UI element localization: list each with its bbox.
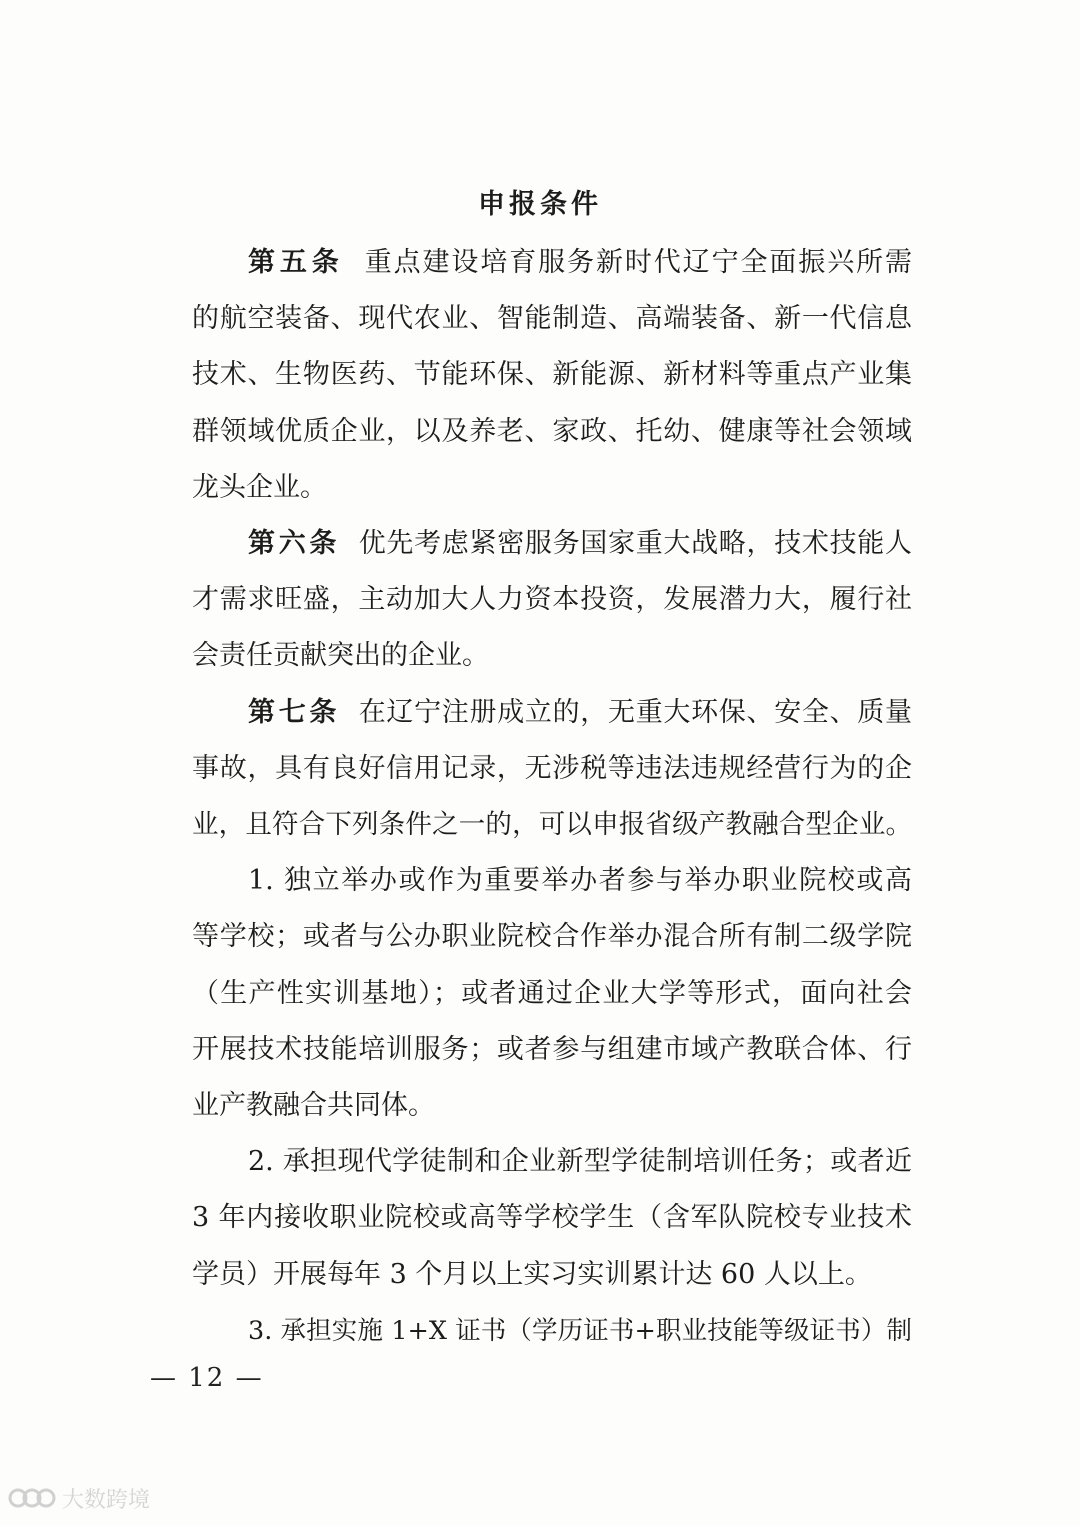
text-line bbox=[248, 1308, 912, 1354]
text-line bbox=[192, 1195, 912, 1241]
text-line bbox=[192, 1252, 912, 1298]
line-text: 在辽宁注册成立的，无重大环保、安全、质量 bbox=[358, 697, 913, 728]
line-text: 会责任贡献突出的企业。 bbox=[192, 640, 489, 671]
line-text: 事故，具有良好信用记录，无涉税等违法违规经营行为的企 bbox=[192, 753, 912, 784]
line-text: 的航空装备、现代农业、智能制造、高端装备、新一代信息 bbox=[192, 303, 912, 334]
section-heading: 申报条件 bbox=[478, 189, 602, 220]
line-text: （生产性实训基地）；或者通过企业大学等形式，面向社会 bbox=[192, 978, 912, 1009]
text-line bbox=[248, 858, 912, 904]
line-text: 技术、生物医药、节能环保、新能源、新材料等重点产业集 bbox=[192, 359, 912, 390]
article-gap bbox=[340, 528, 359, 559]
text-line bbox=[192, 914, 912, 960]
article-number: 第五条 bbox=[248, 247, 344, 278]
line-text: 开展技术技能培训服务；或者参与组建市域产教联合体、行 bbox=[192, 1034, 912, 1065]
watermark-text: 大数跨境 bbox=[62, 1487, 151, 1513]
text-line bbox=[248, 1139, 912, 1185]
line-text: 2. 承担现代学徒制和企业新型学徒制培训任务；或者近 bbox=[248, 1146, 912, 1177]
watermark bbox=[8, 1478, 150, 1518]
text-line bbox=[192, 746, 912, 792]
line-text: 业产教融合共同体。 bbox=[192, 1090, 435, 1121]
text-line bbox=[248, 240, 912, 286]
text-line bbox=[192, 352, 912, 398]
line-text: 1. 独立举办或作为重要举办者参与举办职业院校或高 bbox=[248, 865, 912, 896]
line-text: 3 年内接收职业院校或高等学校学生（含军队院校专业技术 bbox=[192, 1202, 912, 1233]
article-number: 第六条 bbox=[248, 528, 341, 559]
line-text: 等学校；或者与公办职业院校合作举办混合所有制二级学院 bbox=[192, 921, 912, 952]
page-number: — 12 — bbox=[150, 1363, 264, 1393]
text-line bbox=[192, 1027, 912, 1073]
line-text: 优先考虑紧密服务国家重大战略，技术技能人 bbox=[358, 528, 913, 559]
text-line bbox=[192, 296, 912, 342]
text-line bbox=[192, 409, 912, 455]
line-text: 龙头企业。 bbox=[192, 472, 327, 503]
line-text: 重点建设培育服务新时代辽宁全面振兴所需 bbox=[364, 247, 913, 278]
text-line bbox=[192, 465, 912, 511]
article-number: 第七条 bbox=[248, 697, 341, 728]
line-text: 学员）开展每年 3 个月以上实习实训累计达 60 人以上。 bbox=[192, 1259, 872, 1290]
text-line bbox=[192, 1083, 912, 1129]
line-text: 才需求旺盛，主动加大人力资本投资，发展潜力大，履行社 bbox=[192, 584, 912, 615]
text-line bbox=[192, 633, 912, 679]
line-text: 3. 承担实施 1+X 证书（学历证书+职业技能等级证书）制 bbox=[248, 1316, 912, 1346]
text-line bbox=[192, 802, 912, 848]
logo-icon bbox=[8, 1484, 56, 1512]
text-line bbox=[248, 690, 912, 736]
text-line bbox=[248, 521, 912, 567]
article-gap bbox=[340, 697, 359, 728]
article-gap bbox=[344, 247, 365, 278]
text-line bbox=[192, 577, 912, 623]
text-line bbox=[192, 971, 912, 1017]
line-text: 群领域优质企业，以及养老、家政、托幼、健康等社会领域 bbox=[192, 416, 912, 447]
line-text: 业，且符合下列条件之一的，可以申报省级产教融合型企业。 bbox=[192, 809, 912, 840]
